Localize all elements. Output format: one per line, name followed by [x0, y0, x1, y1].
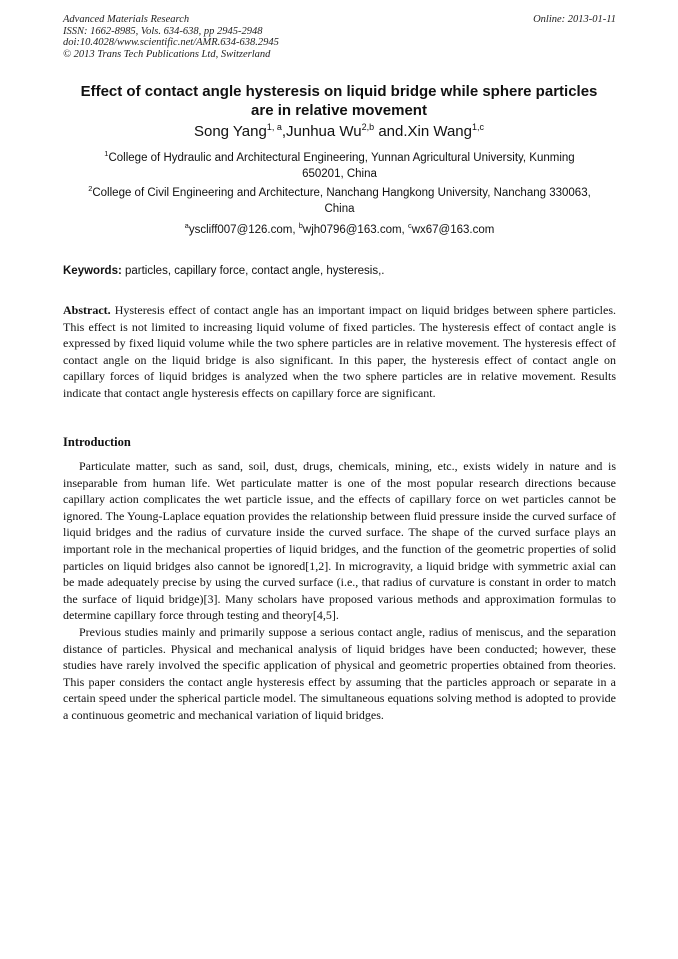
email-superscript: c [407, 221, 412, 230]
author-name: and.Xin Wang [374, 123, 472, 140]
introduction-body [63, 458, 616, 724]
author-superscript: 1,c [472, 122, 485, 132]
abstract [63, 302, 616, 402]
affiliation-text: College of Civil Engineering and Architecture, Nanchang Hangkong University, Nanchang 330063, [92, 187, 591, 199]
author-superscript: 1, a [266, 122, 282, 132]
issn-line: ISSN: 1662-8985, Vols. 634-638, pp 2945-2948 [63, 25, 263, 37]
email-address: wjh0796@163.com, [302, 224, 408, 236]
affiliation-superscript: 1 [104, 149, 109, 158]
author-name: ,Junhua Wu [281, 123, 362, 140]
author-emails [63, 222, 616, 238]
email-address: yscliff007@126.com, [188, 224, 299, 236]
affiliation-superscript: 2 [88, 184, 93, 193]
journal-header [63, 14, 616, 60]
email-superscript: a [184, 221, 189, 230]
keywords [63, 263, 616, 279]
paper-title [55, 82, 623, 120]
paragraph: Previous studies mainly and primarily suppose a serious contact angle, radius of meniscus, and the separation distance of particles. Physical and mechanical analysis of liquid bridges have been conducted; however, these studies have rarely involved the specific application of physical and geometric properties obtained from theories. This paper considers the contact angle hysteresis effect by assuming that the particles approach or separate in a certain speed under the spherical particle model. The simultaneous equations solving method is adopted to provide a continuous geometric and mechanical variation of liquid bridges. [63, 624, 616, 722]
author-superscript: 2,b [361, 122, 375, 132]
affiliation-1 [63, 150, 616, 182]
keywords-text: particles, capillary force, contact angle, hysteresis,. [121, 265, 385, 277]
email-address: wx67@163.com [411, 224, 495, 236]
abstract-text: Hysteresis effect of contact angle has an important impact on liquid bridges between sphere particles. This effect is not limited to increasing liquid volume of fixed particles. The hysteresis effect of contact angle is expressed by fixed liquid volume while the two sphere particles are in relative movement. The hysteresis effect of contact angle on the liquid bridge is also significant. In this paper, the hysteresis effect of contact angle on capillary forces of liquid bridges is analyzed when the two sphere particles are in relative movement. Results indicate that contact angle hysteresis effects on capillary force are significant. [63, 303, 616, 400]
affiliation-text: 650201, China [302, 168, 377, 180]
abstract-label: Abstract. [63, 303, 111, 317]
author-list [55, 123, 623, 141]
affiliation-2 [63, 185, 616, 217]
journal-name: Advanced Materials Research [63, 14, 190, 25]
keywords-label: Keywords: [63, 265, 122, 277]
doi-line: doi:10.4028/www.scientific.net/AMR.634-638.2945 [63, 37, 279, 48]
affiliation-text: China [324, 203, 355, 215]
paragraph: Particulate matter, such as sand, soil, dust, drugs, chemicals, mining, etc., exists widely in nature and is inseparable from human life. Wet particulate matter is one of the most popular research directions because capillary action complicates the wet particle issue, and the effects of capillary force on wet particles cannot be ignored. The Young-Laplace equation provides the relationship between fluid pressure inside the curved surface of liquid bridges and the radius of curvature inside the curved surface. The shape of the curved surface plays an important role in the mechanical properties of liquid bridges, and the function of the geometric properties of solid particles on liquid bridges also cannot be ignored[1,2]. In microgravity, a liquid bridge with symmetric axial can be made adequately precise by using the curved surface (i.e., that radius of curvature is constant in order to match the surface of liquid bridge)[3]. Many scholars have proposed various methods and approximation formulas to determine capillary force through testing and theory[4,5]. [63, 459, 616, 623]
online-date: Online: 2013-01-11 [533, 14, 616, 25]
author-name: Song Yang [193, 123, 267, 140]
email-superscript: b [298, 221, 303, 230]
title-line-2: are in relative movement [251, 102, 427, 119]
title-line-1: Effect of contact angle hysteresis on liquid bridge while sphere particles [80, 83, 598, 100]
section-heading-introduction: Introduction [63, 435, 131, 449]
copyright-line: © 2013 Trans Tech Publications Ltd, Switzerland [63, 48, 271, 60]
affiliation-text: College of Hydraulic and Architectural Engineering, Yunnan Agricultural University, Kunming [108, 152, 575, 164]
